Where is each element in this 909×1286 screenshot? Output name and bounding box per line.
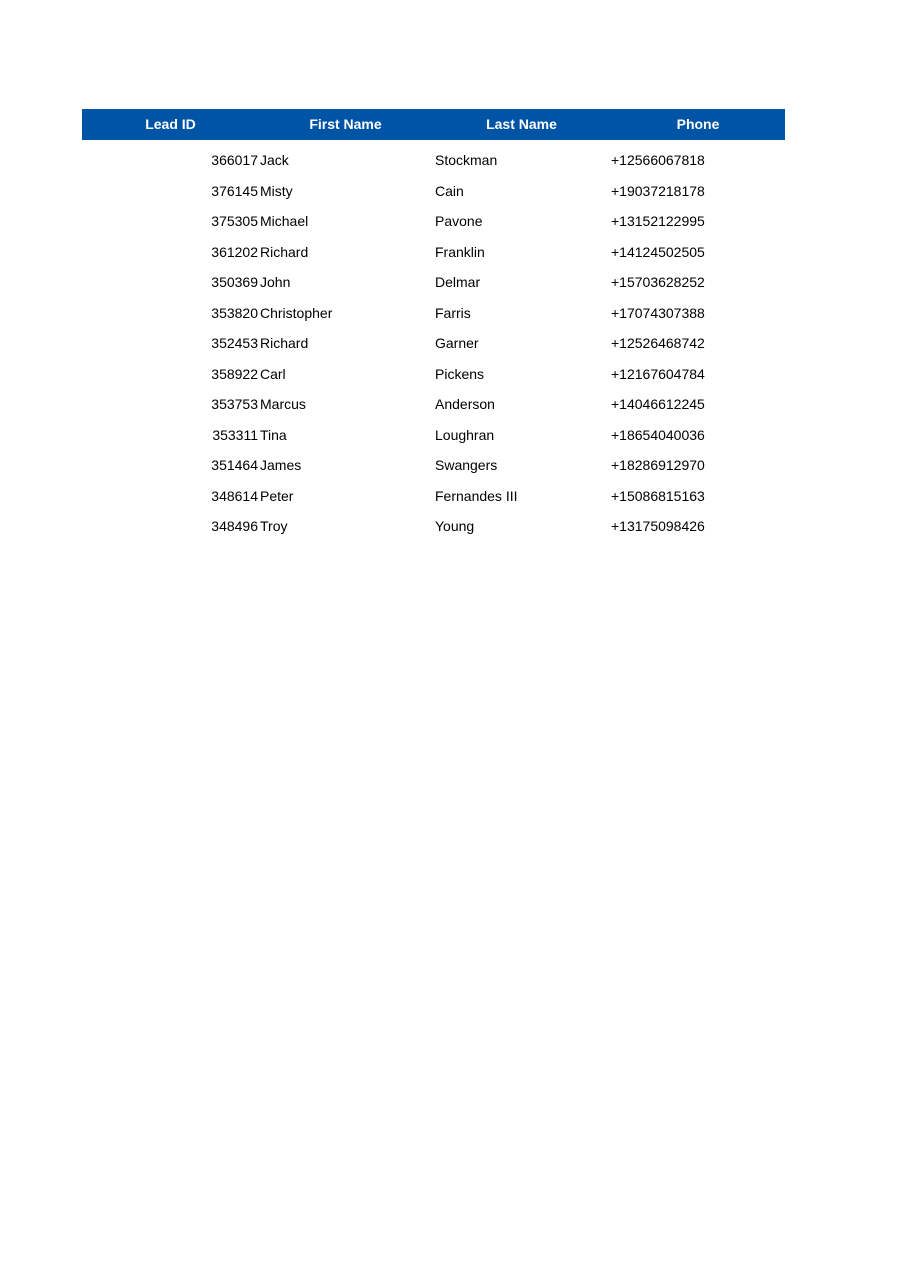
lead-id-cell[interactable]: 353753 xyxy=(211,396,258,412)
phone-cell[interactable]: +15086815163 xyxy=(611,487,705,504)
last-name-cell[interactable]: Loughran xyxy=(435,426,495,443)
first-name-cell[interactable]: Richard xyxy=(260,243,309,260)
last-name-cell[interactable]: Fernandes III xyxy=(435,487,518,504)
table-row[interactable] xyxy=(82,176,785,207)
table-row[interactable] xyxy=(82,359,785,390)
column-header-first-name[interactable]: First Name xyxy=(309,116,382,132)
last-name-cell[interactable]: Stockman xyxy=(435,152,498,168)
last-name-cell[interactable]: Young xyxy=(435,518,475,534)
column-header-phone[interactable]: Phone xyxy=(676,116,720,132)
first-name-cell[interactable]: Jack xyxy=(260,152,289,168)
lead-id-cell[interactable]: 358922 xyxy=(211,365,258,382)
first-name-cell[interactable]: Carl xyxy=(260,365,286,382)
column-header-lead-id[interactable]: Lead ID xyxy=(145,116,196,132)
table-row[interactable] xyxy=(82,511,785,542)
first-name-cell[interactable]: Tina xyxy=(260,426,287,443)
table-row[interactable] xyxy=(82,206,785,237)
table-row[interactable] xyxy=(82,450,785,481)
table-row[interactable] xyxy=(82,389,785,420)
last-name-cell[interactable]: Cain xyxy=(435,182,464,199)
table-row[interactable] xyxy=(82,328,785,359)
first-name-cell[interactable]: Christopher xyxy=(260,304,333,321)
lead-id-cell[interactable]: 353311 xyxy=(212,426,258,443)
first-name-cell[interactable]: Peter xyxy=(260,487,294,504)
phone-cell[interactable]: +14124502505 xyxy=(611,243,705,260)
last-name-cell[interactable]: Garner xyxy=(435,335,479,351)
table-row[interactable] xyxy=(82,481,785,512)
phone-cell[interactable]: +12526468742 xyxy=(611,335,705,351)
phone-cell[interactable]: +14046612245 xyxy=(611,396,705,412)
table-row[interactable] xyxy=(82,145,785,176)
phone-cell[interactable]: +15703628252 xyxy=(611,274,705,290)
last-name-cell[interactable]: Anderson xyxy=(435,396,495,412)
first-name-cell[interactable]: Michael xyxy=(260,213,309,229)
lead-id-cell[interactable]: 348496 xyxy=(211,518,258,534)
lead-id-cell[interactable]: 348614 xyxy=(211,487,258,504)
lead-id-cell[interactable]: 375305 xyxy=(211,213,258,229)
last-name-cell[interactable]: Delmar xyxy=(435,274,481,290)
lead-id-cell[interactable]: 366017 xyxy=(211,152,258,168)
table-row[interactable] xyxy=(82,298,785,329)
first-name-cell[interactable]: John xyxy=(260,274,291,290)
phone-cell[interactable]: +13152122995 xyxy=(611,213,705,229)
phone-cell[interactable]: +12167604784 xyxy=(611,365,705,382)
first-name-cell[interactable]: James xyxy=(260,457,302,473)
phone-cell[interactable]: +18654040036 xyxy=(611,426,705,443)
first-name-cell[interactable]: Troy xyxy=(260,518,288,534)
column-header-last-name[interactable]: Last Name xyxy=(486,116,557,132)
phone-cell[interactable]: +17074307388 xyxy=(611,304,705,321)
phone-cell[interactable]: +13175098426 xyxy=(611,518,705,534)
lead-id-cell[interactable]: 353820 xyxy=(211,304,258,321)
last-name-cell[interactable]: Pickens xyxy=(435,365,485,382)
lead-id-cell[interactable]: 351464 xyxy=(211,457,258,473)
phone-cell[interactable]: +12566067818 xyxy=(611,152,705,168)
lead-id-cell[interactable]: 361202 xyxy=(211,243,258,260)
table-row[interactable] xyxy=(82,237,785,268)
table-row[interactable] xyxy=(82,267,785,298)
table-header-row xyxy=(82,109,785,140)
first-name-cell[interactable]: Marcus xyxy=(260,396,306,412)
lead-id-cell[interactable]: 352453 xyxy=(211,335,258,351)
phone-cell[interactable]: +18286912970 xyxy=(611,457,705,473)
last-name-cell[interactable]: Farris xyxy=(435,304,471,321)
table-row[interactable] xyxy=(82,420,785,451)
lead-id-cell[interactable]: 376145 xyxy=(211,182,258,199)
leads-table xyxy=(82,109,785,534)
table-body xyxy=(82,145,785,542)
first-name-cell[interactable]: Richard xyxy=(260,335,309,351)
lead-id-cell[interactable]: 350369 xyxy=(211,274,258,290)
phone-cell[interactable]: +19037218178 xyxy=(611,182,705,199)
first-name-cell[interactable]: Misty xyxy=(260,182,293,199)
last-name-cell[interactable]: Pavone xyxy=(435,213,483,229)
last-name-cell[interactable]: Swangers xyxy=(435,457,498,473)
last-name-cell[interactable]: Franklin xyxy=(435,243,485,260)
